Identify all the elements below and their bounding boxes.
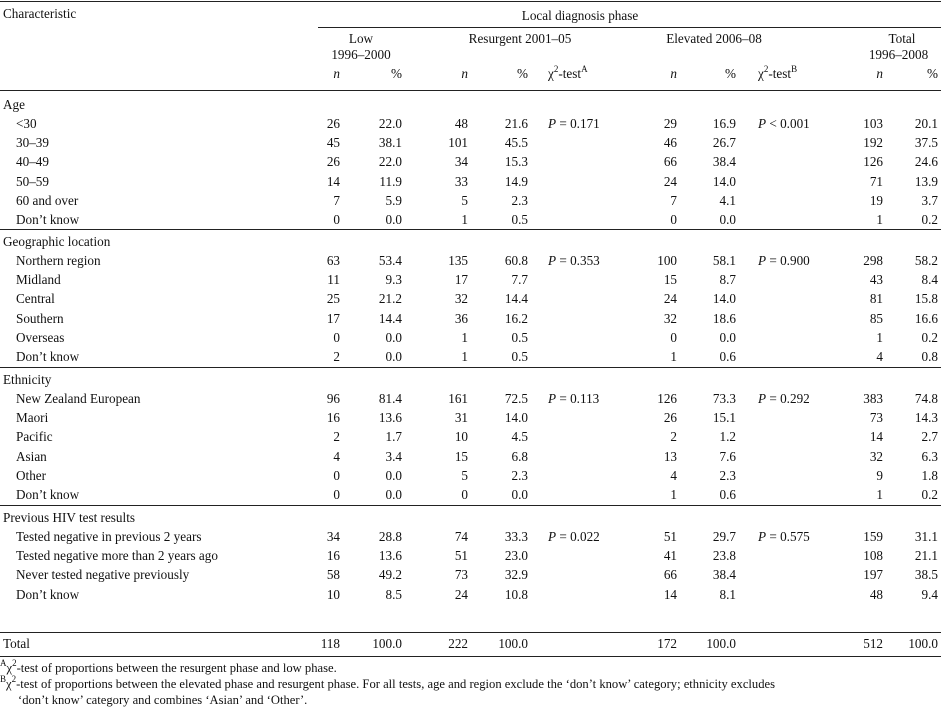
table-cell: 21.6 <box>504 116 528 131</box>
table-cell: 5.9 <box>385 193 402 208</box>
table-cell: 0.0 <box>385 468 402 483</box>
table-cell: 51 <box>454 548 468 563</box>
table-cell: 0.6 <box>719 349 736 364</box>
table-cell: P = 0.900 <box>758 253 810 268</box>
table-cell: 14 <box>326 174 340 189</box>
table-cell: 100 <box>657 253 677 268</box>
table-cell: 0.5 <box>511 330 528 345</box>
header-characteristic: Characteristic <box>3 6 77 21</box>
table-cell: 81.4 <box>378 391 402 406</box>
table-cell: 37.5 <box>914 135 938 150</box>
table-cell: 71 <box>869 174 883 189</box>
table-cell: 26 <box>326 116 340 131</box>
phase-subrule <box>318 27 941 28</box>
section-title: Ethnicity <box>3 372 52 387</box>
table-cell: 108 <box>863 548 883 563</box>
table-cell: 2.7 <box>921 429 938 444</box>
row-label: 30–39 <box>16 135 49 150</box>
table-cell: 34 <box>326 529 340 544</box>
table-cell: P = 0.292 <box>758 391 810 406</box>
table-cell: 49.2 <box>378 567 402 582</box>
row-label: 50–59 <box>16 174 49 189</box>
section-rule <box>0 505 941 506</box>
row-label: Southern <box>16 311 64 326</box>
table-cell: 21.1 <box>914 548 938 563</box>
table-cell: 7.7 <box>511 272 528 287</box>
table-cell: 1.7 <box>385 429 402 444</box>
table-cell: 2 <box>333 349 340 364</box>
row-label: Central <box>16 291 55 306</box>
table-cell: 0 <box>333 212 340 227</box>
table-cell: 2.3 <box>511 468 528 483</box>
table-cell: 16.9 <box>712 116 736 131</box>
footnote-b: $^B\chi^2$-test of proportions between the elevated phase and resurgent phase. For all tests, age and region exclude the ‘don’t know’ category; ethnicity excludes <box>0 673 775 691</box>
table-cell: 43 <box>869 272 883 287</box>
table-cell: P = 0.022 <box>548 529 600 544</box>
table-cell: 7 <box>670 193 677 208</box>
table-cell: P = 0.575 <box>758 529 810 544</box>
section-title: Age <box>3 97 25 112</box>
table-cell: 14.9 <box>504 174 528 189</box>
table-cell: 9.3 <box>385 272 402 287</box>
total-cell: 512 <box>863 636 883 651</box>
table-cell: 0 <box>670 212 677 227</box>
table-cell: 74.8 <box>914 391 938 406</box>
table-cell: 14.0 <box>712 291 736 306</box>
table-cell: 0.0 <box>385 349 402 364</box>
row-label: Overseas <box>16 330 65 345</box>
table-cell: 32 <box>454 291 468 306</box>
table-cell: 24 <box>663 291 677 306</box>
table-cell: 85 <box>869 311 883 326</box>
table-cell: 0.2 <box>921 212 938 227</box>
table-cell: 72.5 <box>504 391 528 406</box>
table-cell: 48 <box>454 116 468 131</box>
table-cell: 7.6 <box>719 449 736 464</box>
total-cell: 172 <box>657 636 677 651</box>
footnote-b-continued: ‘don’t know’ category and combines ‘Asian’ and ‘Other’. <box>18 693 308 707</box>
table-cell: 14.4 <box>504 291 528 306</box>
table-cell: 24 <box>663 174 677 189</box>
table-cell: 126 <box>863 154 883 169</box>
n-label: n <box>876 66 883 81</box>
header-low-years: 1996–2000 <box>331 47 391 62</box>
table-cell: 1 <box>461 212 468 227</box>
table-cell: 45.5 <box>504 135 528 150</box>
table-cell: 197 <box>863 567 883 582</box>
table-cell: 25 <box>326 291 340 306</box>
bottom-rule <box>0 656 941 657</box>
table-cell: 0.8 <box>921 349 938 364</box>
table-cell: 3.4 <box>385 449 402 464</box>
total-label: Total <box>3 636 30 651</box>
header-phase-title: Local diagnosis phase <box>521 8 639 23</box>
table-cell: 14 <box>663 587 677 602</box>
table-cell: 14.4 <box>378 311 402 326</box>
table-cell: 4 <box>333 449 340 464</box>
table-cell: 8.4 <box>921 272 938 287</box>
table-cell: 6.8 <box>511 449 528 464</box>
table-cell: 15.8 <box>914 291 938 306</box>
row-label: Northern region <box>16 253 101 268</box>
row-label: Don’t know <box>16 212 80 227</box>
n-label: n <box>670 66 677 81</box>
table-cell: 53.4 <box>378 253 402 268</box>
table-cell: 192 <box>863 135 883 150</box>
section-rule <box>0 229 941 230</box>
table-cell: 13.9 <box>914 174 938 189</box>
table-cell: 96 <box>326 391 340 406</box>
header-resurgent: Resurgent 2001–05 <box>468 31 572 46</box>
table-cell: 0.2 <box>921 330 938 345</box>
table-cell: 9 <box>876 468 883 483</box>
table-cell: 10.8 <box>504 587 528 602</box>
table-cell: 3.7 <box>921 193 938 208</box>
pct-label: % <box>725 66 736 81</box>
table-cell: 17 <box>454 272 468 287</box>
table-cell: 14.0 <box>712 174 736 189</box>
table-cell: 17 <box>326 311 340 326</box>
table-cell: 16.6 <box>914 311 938 326</box>
row-label: Maori <box>16 410 49 425</box>
table-cell: 4 <box>876 349 883 364</box>
table-cell: 29 <box>663 116 677 131</box>
table-cell: 2 <box>670 429 677 444</box>
total-cell: 222 <box>448 636 468 651</box>
table-cell: 28.8 <box>378 529 402 544</box>
total-top-rule <box>0 632 941 633</box>
table-cell: 16 <box>326 548 340 563</box>
table-cell: 41 <box>663 548 677 563</box>
table-cell: 22.0 <box>378 154 402 169</box>
total-cell: 100.0 <box>706 636 736 651</box>
row-label: 60 and over <box>16 193 79 208</box>
row-label: <30 <box>16 116 37 131</box>
table-cell: 10 <box>454 429 468 444</box>
total-cell: 100.0 <box>372 636 402 651</box>
header-rule <box>0 90 941 91</box>
table-cell: 0 <box>333 487 340 502</box>
table-cell: 38.4 <box>712 567 736 582</box>
table-cell: 13 <box>663 449 677 464</box>
table-cell: 0.0 <box>511 487 528 502</box>
table-cell: 13.6 <box>378 548 402 563</box>
table-cell: 32.9 <box>504 567 528 582</box>
table-cell: P = 0.171 <box>548 116 600 131</box>
table-cell: 0.0 <box>385 330 402 345</box>
table-cell: 0 <box>333 330 340 345</box>
table-cell: 38.5 <box>914 567 938 582</box>
pct-label: % <box>391 66 402 81</box>
table-cell: 1 <box>461 330 468 345</box>
table-cell: 26.7 <box>712 135 736 150</box>
table-cell: 73.3 <box>712 391 736 406</box>
table-cell: 4.5 <box>511 429 528 444</box>
table-cell: 4.1 <box>719 193 736 208</box>
table-cell: 1 <box>461 349 468 364</box>
table-cell: 73 <box>454 567 468 582</box>
table-cell: 9.4 <box>921 587 938 602</box>
table-cell: 1 <box>876 487 883 502</box>
row-label: Don’t know <box>16 349 80 364</box>
row-label: Other <box>16 468 47 483</box>
table-cell: 63 <box>326 253 340 268</box>
table-cell: 0 <box>461 487 468 502</box>
table-cell: P = 0.113 <box>548 391 600 406</box>
table-cell: 21.2 <box>378 291 402 306</box>
table-cell: 0.2 <box>921 487 938 502</box>
table-cell: 16.2 <box>504 311 528 326</box>
table-cell: 2 <box>333 429 340 444</box>
header-elevated: Elevated 2006–08 <box>666 31 762 46</box>
table-cell: 74 <box>454 529 468 544</box>
row-label: Tested negative in previous 2 years <box>16 529 202 544</box>
table-cell: 34 <box>454 154 468 169</box>
table-cell: 24.6 <box>914 154 938 169</box>
table-cell: 0.0 <box>719 212 736 227</box>
chi-test-a-label: $\chi^2-test^A$ <box>548 63 588 81</box>
table-cell: 26 <box>326 154 340 169</box>
n-label: n <box>461 66 468 81</box>
row-label: Don’t know <box>16 487 80 502</box>
total-cell: 100.0 <box>498 636 528 651</box>
table-cell: 126 <box>657 391 677 406</box>
table-cell: 10 <box>326 587 340 602</box>
table-cell: 0.0 <box>719 330 736 345</box>
table-cell: P = 0.353 <box>548 253 600 268</box>
table-cell: 8.1 <box>719 587 736 602</box>
header-low: Low <box>348 31 374 46</box>
table-cell: 15 <box>454 449 468 464</box>
table-cell: 48 <box>869 587 883 602</box>
table-cell: 4 <box>670 468 677 483</box>
table-cell: 15 <box>663 272 677 287</box>
table-cell: 6.3 <box>921 449 938 464</box>
row-label: Never tested negative previously <box>16 567 190 582</box>
table-cell: 383 <box>863 391 883 406</box>
table-cell: 1 <box>876 330 883 345</box>
table-cell: 0.6 <box>719 487 736 502</box>
table-cell: 2.3 <box>511 193 528 208</box>
table-cell: 18.6 <box>712 311 736 326</box>
table-cell: 58.2 <box>914 253 938 268</box>
table-cell: 161 <box>448 391 468 406</box>
table-cell: 14 <box>869 429 883 444</box>
table-cell: 15.3 <box>504 154 528 169</box>
table-cell: 1.2 <box>719 429 736 444</box>
table-cell: 19 <box>869 193 883 208</box>
table-cell: 51 <box>663 529 677 544</box>
table-cell: 0.0 <box>385 487 402 502</box>
table-cell: 103 <box>863 116 883 131</box>
row-label: Tested negative more than 2 years ago <box>16 548 218 563</box>
table-cell: 298 <box>863 253 883 268</box>
table-cell: 22.0 <box>378 116 402 131</box>
table-cell: 11 <box>327 272 340 287</box>
table-cell: 66 <box>663 154 677 169</box>
table-cell: 2.3 <box>719 468 736 483</box>
table-cell: 32 <box>869 449 883 464</box>
table-cell: 38.4 <box>712 154 736 169</box>
table-cell: 135 <box>448 253 468 268</box>
table-cell: 33.3 <box>504 529 528 544</box>
n-label: n <box>333 66 340 81</box>
table-cell: 29.7 <box>712 529 736 544</box>
table-cell: 24 <box>454 587 468 602</box>
table-cell: 8.7 <box>719 272 736 287</box>
table-cell: 0.5 <box>511 212 528 227</box>
table-cell: 1 <box>670 349 677 364</box>
total-cell: 100.0 <box>908 636 938 651</box>
row-label: Pacific <box>16 429 53 444</box>
table-cell: 38.1 <box>378 135 402 150</box>
table-cell: 13.6 <box>378 410 402 425</box>
table-cell: 32 <box>663 311 677 326</box>
table-cell: 15.1 <box>712 410 736 425</box>
table-cell: 46 <box>663 135 677 150</box>
table-cell: 0.5 <box>511 349 528 364</box>
table-cell: 0.0 <box>385 212 402 227</box>
table-cell: 5 <box>461 468 468 483</box>
table-cell: 8.5 <box>385 587 402 602</box>
footnote-a: $^A\chi^2$-test of proportions between the resurgent phase and low phase. <box>0 657 337 675</box>
section-title: Geographic location <box>3 234 111 249</box>
table-cell: 60.8 <box>504 253 528 268</box>
table-cell: P < 0.001 <box>758 116 810 131</box>
table-cell: 1 <box>670 487 677 502</box>
section-title: Previous HIV test results <box>3 510 135 525</box>
table-cell: 45 <box>326 135 340 150</box>
table-cell: 14.3 <box>914 410 938 425</box>
table-cell: 31.1 <box>914 529 938 544</box>
table-cell: 1 <box>876 212 883 227</box>
header-total: Total <box>888 31 916 46</box>
section-rule <box>0 367 941 368</box>
table-cell: 1.8 <box>921 468 938 483</box>
table-cell: 5 <box>461 193 468 208</box>
row-label: 40–49 <box>16 154 49 169</box>
table-cell: 11.9 <box>379 174 402 189</box>
pct-label: % <box>517 66 528 81</box>
pct-label: % <box>927 66 938 81</box>
table-cell: 58.1 <box>712 253 736 268</box>
table-cell: 0 <box>333 468 340 483</box>
table-cell: 36 <box>454 311 468 326</box>
table-cell: 0 <box>670 330 677 345</box>
table-cell: 73 <box>869 410 883 425</box>
total-cell: 118 <box>320 636 340 651</box>
table-cell: 26 <box>663 410 677 425</box>
table-cell: 159 <box>863 529 883 544</box>
table-cell: 33 <box>454 174 468 189</box>
table-cell: 16 <box>326 410 340 425</box>
table-cell: 14.0 <box>504 410 528 425</box>
table-cell: 101 <box>448 135 468 150</box>
table-cell: 23.0 <box>504 548 528 563</box>
row-label: Don’t know <box>16 587 80 602</box>
chi-test-b-label: $\chi^2-test^B$ <box>758 63 798 81</box>
table-cell: 20.1 <box>914 116 938 131</box>
table-cell: 31 <box>454 410 468 425</box>
table-cell: 23.8 <box>712 548 736 563</box>
table-cell: 7 <box>333 193 340 208</box>
table-cell: 58 <box>326 567 340 582</box>
table-cell: 66 <box>663 567 677 582</box>
top-rule <box>0 1 941 2</box>
table-cell: 81 <box>869 291 883 306</box>
row-label: New Zealand European <box>16 391 141 406</box>
row-label: Midland <box>16 272 61 287</box>
row-label: Asian <box>16 449 47 464</box>
header-total-years: 1996–2008 <box>868 47 929 62</box>
